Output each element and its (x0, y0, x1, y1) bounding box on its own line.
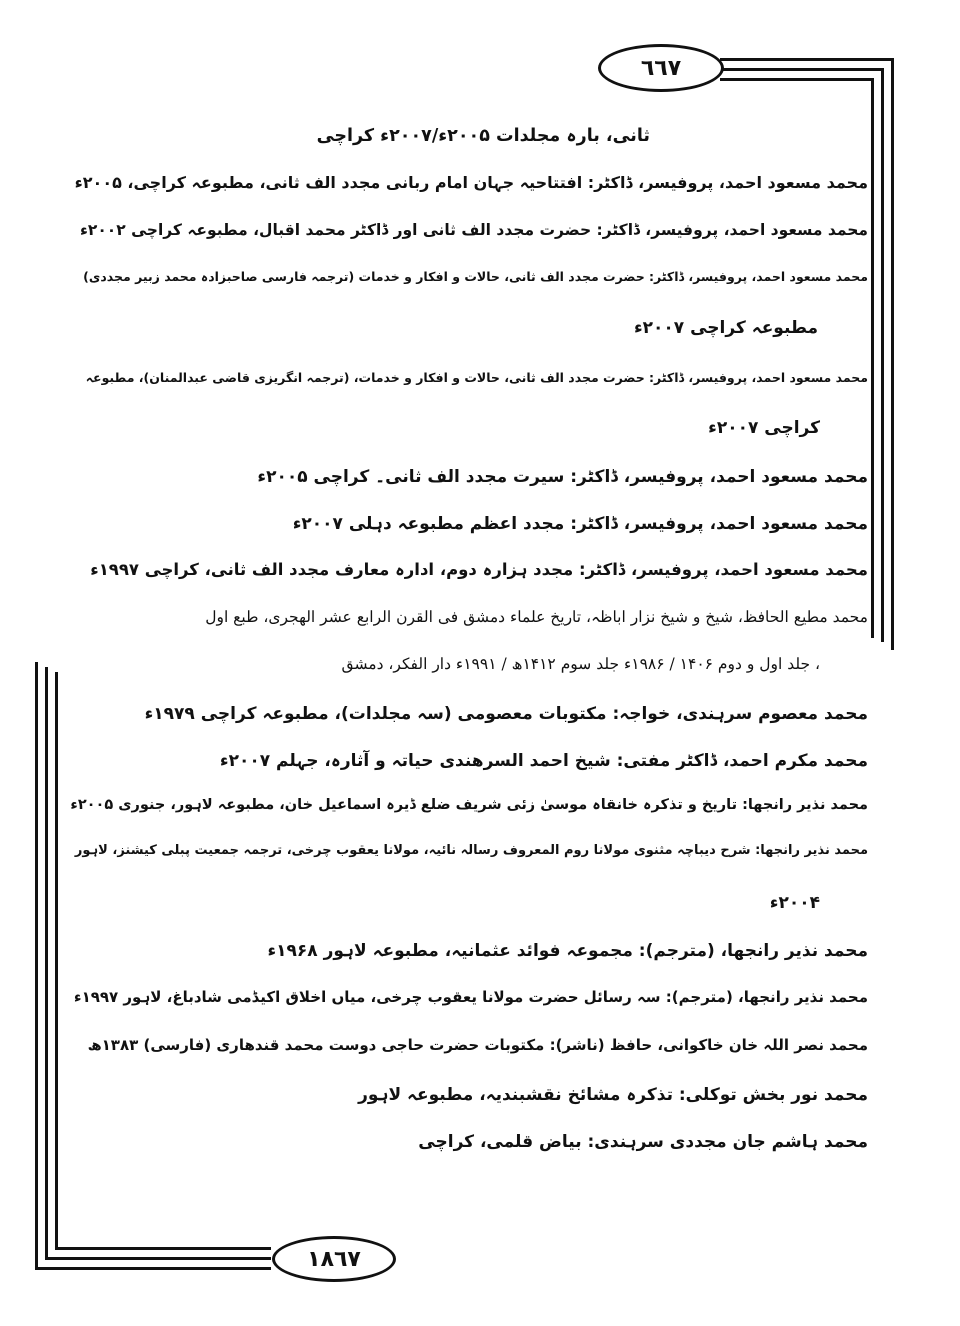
entry-15: محمد نذیر رانجھا، (مترجم): سہ رسائل حضرت مولانا یعقوب چرخی، میاں اخلاق اکیڈمی شادباغ، لاہور ۱۹۹۷ء (73, 988, 868, 1006)
frame-right-line-1 (891, 58, 894, 650)
frame-top-line-2 (720, 68, 884, 71)
frame-left-line-2 (45, 667, 48, 1260)
entry-4: محمد مسعود احمد، پروفیسر، ڈاکٹر: حضرت مجدد الف ثانی، حالات و افکار و خدمات (ترجمہ فارسی صاحبزادہ محمد زبیر مجددی) (83, 269, 868, 284)
entry-4-cont: مطبوعہ کراچی ۲۰۰۷ء (633, 318, 818, 338)
frame-right-line-2 (881, 68, 884, 642)
frame-left-line-1 (35, 662, 38, 1270)
entry-1: ثانی، بارہ مجلدات ۲۰۰۵ء/۲۰۰۷ء کراچی (316, 126, 650, 146)
entry-16: محمد نصر اللہ خان خاکوانی، حافظ (ناشر): مکتوبات حضرت حاجی دوست محمد قندھاری (فارسی) ۱۳۸۳ھ (87, 1036, 868, 1054)
frame-top-line-1 (720, 58, 894, 61)
entry-9-cont: ، جلد اول و دوم ۱۴۰۶ / ۱۹۸۶ء جلد سوم ۱۴۱۲ھ / ۱۹۹۱ء دار الفکر، دمشق (341, 655, 820, 673)
top-page-number: ٦٦٧ (598, 44, 724, 92)
entry-14: محمد نذیر رانجھا، (مترجم): مجموعہ فوائد عثمانیہ، مطبوعہ لاہور ۱۹۶۸ء (267, 941, 868, 961)
frame-bottom-line-1 (35, 1267, 271, 1270)
entry-17: محمد نور بخش توکلی: تذکرہ مشائخ نقشبندیہ، مطبوعہ لاہور (358, 1085, 868, 1105)
entry-10: محمد معصوم سرہندی، خواجہ: مکتوبات معصومی (سہ مجلدات)، مطبوعہ کراچی ۱۹۷۹ء (144, 704, 868, 724)
entry-5-cont: کراچی ۲۰۰۷ء (708, 418, 820, 438)
entry-11: محمد مکرم احمد، ڈاکٹر مفتی: شیخ احمد السرھندی حیاتہ و آثارہ، جہلم ۲۰۰۷ء (219, 751, 868, 771)
entry-8: محمد مسعود احمد، پروفیسر، ڈاکٹر: مجدد ہزارہ دوم، ادارہ معارف مجدد الف ثانی، کراچی ۱۹۹۷ء (90, 560, 868, 579)
frame-right-line-3 (871, 78, 874, 638)
entry-18: محمد ہاشم جان مجددی سرہندی: بیاض قلمی، کراچی (418, 1132, 868, 1152)
entry-5: محمد مسعود احمد، پروفیسر، ڈاکٹر: حضرت مجدد الف ثانی، حالات و افکار و خدمات، (ترجمہ انگریزی قاضی عبدالمنان)، مطبوعہ (85, 370, 868, 385)
entry-13-cont: ۲۰۰۴ء (769, 893, 820, 913)
frame-left-line-3 (55, 672, 58, 1250)
frame-bottom-line-3 (55, 1247, 271, 1250)
entry-2: محمد مسعود احمد، پروفیسر، ڈاکٹر: افتتاحیہ جہان امام ربانی مجدد الف ثانی، مطبوعہ کراچی، ۲۰۰۵ء (74, 173, 868, 192)
entry-12: محمد نذیر رانجھا: تاریخ و تذکرہ خانقاہ موسیٰ زئی شریف ضلع ڈیرہ اسماعیل خان، مطبوعہ لاہور، جنوری ۲۰۰۵ء (70, 797, 868, 813)
entry-9: محمد مطیع الحافظ، شیخ و شیخ نزار اباظہ، تاریخ علماء دمشق فی القرن الرابع عشر الھجری، طبع اول (205, 608, 868, 626)
frame-bottom-line-2 (45, 1257, 271, 1260)
frame-top-line-3 (720, 78, 874, 81)
entry-3: محمد مسعود احمد، پروفیسر، ڈاکٹر: حضرت مجدد الف ثانی اور ڈاکٹر محمد اقبال، مطبوعہ کراچی ۲۰۰۲ء (79, 221, 868, 239)
entry-6: محمد مسعود احمد، پروفیسر، ڈاکٹر: سیرت مجدد الف ثانی۔ کراچی ۲۰۰۵ء (257, 467, 868, 487)
bottom-page-number: ۱۸٦٧ (272, 1236, 396, 1282)
entry-7: محمد مسعود احمد، پروفیسر، ڈاکٹر: مجدد اعظم مطبوعہ دہلی ۲۰۰۷ء (292, 514, 868, 534)
entry-13: محمد نذیر رانجھا: شرح دیباچہ مثنوی مولانا روم المعروف رسالہ نائیہ، مولانا یعقوب چرخی، ترجمہ جمعیت پبلی کیشنز، لاہور (74, 843, 868, 858)
